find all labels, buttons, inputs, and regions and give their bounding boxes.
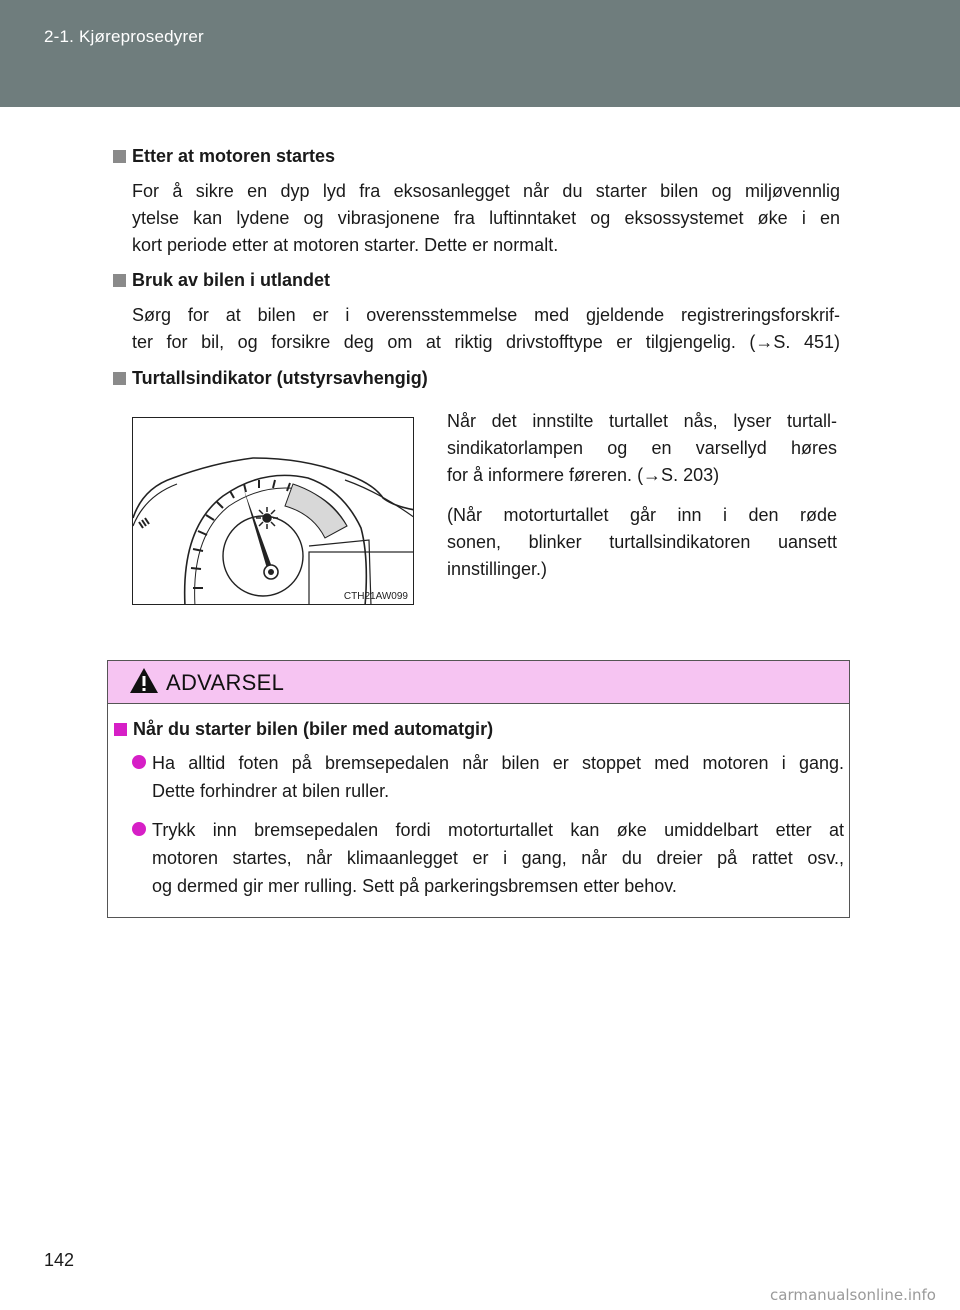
text-line: Trykk inn bremsepedalen fordi motorturtallet kan øke umiddelbart etter at (152, 820, 844, 840)
section-heading-abroad (113, 270, 330, 291)
text-line: Ha alltid foten på bremsepedalen når bilen er stoppet med motoren i gang. (152, 753, 844, 773)
section-title: Etter at motoren startes (132, 146, 336, 166)
section-paragraph-engine-start (132, 178, 840, 259)
section-paragraph-abroad (132, 302, 840, 356)
warning-triangle-icon (128, 666, 160, 696)
section-title: Turtallsindikator (utstyrsavhengig) (132, 368, 428, 388)
text-line: Sørg for at bilen er i overensstemmelse med gjeldende registreringsforskrif- (132, 305, 840, 325)
rpm-description-paragraph (447, 408, 837, 489)
section-title: Bruk av bilen i utlandet (132, 270, 331, 290)
warning-bullet-item (132, 816, 844, 900)
text-line: innstillinger.) (447, 559, 548, 579)
square-bullet-icon (113, 372, 126, 385)
text-line: Dette forhindrer at bilen ruller. (152, 781, 390, 801)
text-line: motoren startes, når klimaanlegget er i gang, når du dreier på rattet osv., (152, 848, 844, 868)
warning-title: ADVARSEL (166, 670, 285, 695)
warning-section-title: Når du starter bilen (biler med automatgir) (133, 719, 494, 739)
square-bullet-icon (114, 723, 127, 736)
section-heading-rpm-indicator (113, 368, 428, 389)
text-line: Når det innstilte turtallet nås, lyser turtall- (447, 411, 837, 431)
text-line: sonen, blinker turtallsindikatoren uansett (447, 532, 837, 552)
text-line: ter for bil, og forsikre deg om at riktig drivstofftype er tilgjengelig. (→S. 451) (132, 332, 840, 352)
rpm-note-paragraph (447, 502, 837, 583)
figure-caption: CTH21AW099 (343, 591, 408, 602)
chapter-title: 2-1. Kjøreprosedyrer (44, 27, 204, 46)
warning-section-heading (114, 719, 493, 740)
warning-header (108, 661, 849, 704)
square-bullet-icon (113, 274, 126, 287)
text-line: for å informere føreren. (→S. 203) (447, 465, 720, 485)
text-line: For å sikre en dyp lyd fra eksosanlegget når du starter bilen og miljøvennlig (132, 181, 840, 201)
tachometer-illustration (132, 417, 414, 605)
page-number: 142 (44, 1250, 75, 1270)
warning-bullet-item (132, 749, 844, 805)
section-heading-engine-start (113, 146, 335, 167)
text-line: sindikatorlampen og en varsellyd høres (447, 438, 837, 458)
text-line: ytelse kan lydene og vibrasjonene fra luftinntaket og eksossystemet øke i en (132, 208, 840, 228)
warning-box (107, 660, 850, 918)
text-line: (Når motorturtallet går inn i den røde (447, 505, 837, 525)
tachometer-gauge-drawing (133, 418, 414, 605)
text-line: kort periode etter at motoren starter. Dette er normalt. (132, 235, 559, 255)
round-bullet-icon (132, 755, 146, 769)
page-header (0, 0, 960, 107)
round-bullet-icon (132, 822, 146, 836)
watermark: carmanualsonline.info (770, 1286, 936, 1304)
square-bullet-icon (113, 150, 126, 163)
text-line: og dermed gir mer rulling. Sett på parkeringsbremsen etter behov. (152, 876, 677, 896)
